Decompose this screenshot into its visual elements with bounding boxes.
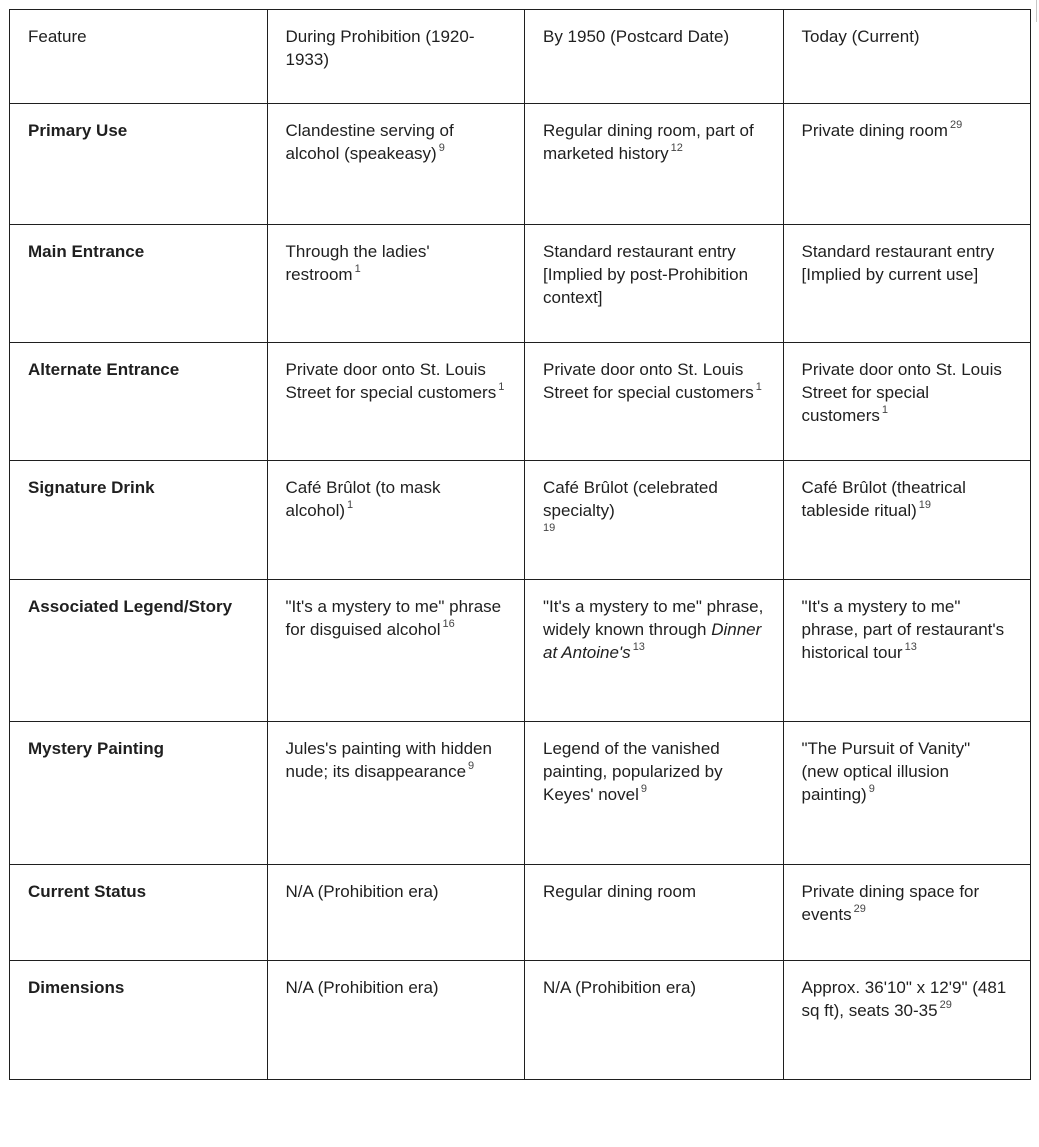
citation-ref[interactable]: 19 <box>918 499 932 512</box>
citation-ref[interactable]: 13 <box>632 641 645 654</box>
citation-ref[interactable]: 29 <box>939 999 952 1012</box>
citation-ref[interactable]: 29 <box>949 119 963 132</box>
citation-ref[interactable]: 9 <box>468 760 475 773</box>
citation-ref[interactable]: 1 <box>881 404 889 417</box>
row-feature: Main Entrance <box>10 225 268 343</box>
cell-text: "It's a mystery to me" phrase, part of restaurant's historical tour <box>801 597 1005 662</box>
cell-by1950 <box>525 865 784 961</box>
citation-ref[interactable]: 9 <box>868 783 875 796</box>
citation-ref[interactable]: 1 <box>755 381 762 394</box>
cell-today <box>783 225 1031 343</box>
cell-by1950 <box>525 343 784 461</box>
cell-text: Legend of the vanished painting, popularized by Keyes' novel <box>543 739 723 804</box>
row-feature: Primary Use <box>10 104 268 225</box>
row-feature: Current Status <box>10 865 268 961</box>
header-cell: Feature <box>10 10 268 104</box>
cell-by1950 <box>525 225 784 343</box>
scrollbar-thumb[interactable] <box>1036 0 1037 22</box>
table-row <box>10 722 1031 865</box>
table-row <box>10 461 1031 580</box>
cell-text: Regular dining room, part of marketed history <box>543 121 754 163</box>
cell-during <box>267 722 525 865</box>
comparison-table <box>9 9 1031 1080</box>
cell-text: Jules's painting with hidden nude; its disappearance <box>285 739 492 781</box>
cell-text: "It's a mystery to me" phrase for disguised alcohol <box>285 597 502 639</box>
row-feature: Dimensions <box>10 961 268 1080</box>
header-cell: During Prohibition (1920-1933) <box>267 10 525 104</box>
table-row <box>10 580 1031 722</box>
table-row <box>10 343 1031 461</box>
citation-ref[interactable]: 1 <box>347 499 354 512</box>
cell-during <box>267 343 525 461</box>
citation-ref[interactable]: 13 <box>904 641 917 654</box>
header-cell: Today (Current) <box>783 10 1031 104</box>
cell-text: "The Pursuit of Vanity" (new optical illusion painting) <box>801 739 971 804</box>
cell-text: Private dining space for events <box>801 882 980 924</box>
cell-text: Private door onto St. Louis Street for special customers <box>543 360 754 402</box>
cell-by1950 <box>525 580 784 722</box>
row-feature: Alternate Entrance <box>10 343 268 461</box>
cell-text: Clandestine serving of alcohol (speakeasy) <box>285 121 454 163</box>
scrollbar-track[interactable] <box>1034 0 1039 1147</box>
cell-text: Standard restaurant entry [Implied by current use] <box>801 242 995 284</box>
table-row <box>10 961 1031 1080</box>
cell-today <box>783 343 1031 461</box>
citation-ref[interactable]: 19 <box>543 522 556 534</box>
cell-by1950 <box>525 461 784 580</box>
cell-text: Café Brûlot (celebrated specialty) <box>543 478 718 520</box>
citation-ref[interactable]: 29 <box>853 903 866 916</box>
citation-ref[interactable]: 9 <box>438 142 445 155</box>
cell-during <box>267 580 525 722</box>
cell-text: Café Brûlot (theatrical tableside ritual) <box>801 478 966 520</box>
citation-ref[interactable]: 9 <box>640 783 647 796</box>
cell-during <box>267 104 525 225</box>
cell-today <box>783 461 1031 580</box>
cell-text: N/A (Prohibition era) <box>543 978 697 997</box>
citation-ref[interactable]: 12 <box>670 142 683 155</box>
cell-today <box>783 865 1031 961</box>
cell-text: Standard restaurant entry [Implied by post-Prohibition context] <box>543 242 749 307</box>
cell-text: Café Brûlot (to mask alcohol) <box>285 478 441 520</box>
table-row <box>10 865 1031 961</box>
cell-by1950 <box>525 961 784 1080</box>
table-header-row <box>10 10 1031 104</box>
citation-ref[interactable]: 16 <box>442 618 455 631</box>
header-cell: By 1950 (Postcard Date) <box>525 10 784 104</box>
cell-text: Regular dining room <box>543 882 697 901</box>
row-feature: Signature Drink <box>10 461 268 580</box>
table-row <box>10 225 1031 343</box>
cell-during <box>267 865 525 961</box>
cell-by1950 <box>525 722 784 865</box>
citation-ref[interactable]: 1 <box>498 381 505 394</box>
cell-today <box>783 104 1031 225</box>
table-row <box>10 104 1031 225</box>
row-feature: Associated Legend/Story <box>10 580 268 722</box>
row-feature: Mystery Painting <box>10 722 268 865</box>
cell-text: N/A (Prohibition era) <box>285 882 439 901</box>
cell-during <box>267 225 525 343</box>
book-title: Dinner at Antoine's <box>543 620 762 662</box>
cell-by1950 <box>525 104 784 225</box>
cell-during <box>267 961 525 1080</box>
cell-today <box>783 961 1031 1080</box>
citation-ref[interactable]: 1 <box>354 263 361 276</box>
cell-text: "It's a mystery to me" phrase, widely known through <box>543 597 764 639</box>
cell-text: Through the ladies' restroom <box>285 242 430 284</box>
cell-during <box>267 461 525 580</box>
cell-text: N/A (Prohibition era) <box>285 978 439 997</box>
cell-today <box>783 580 1031 722</box>
cell-text: Private dining room <box>801 121 948 140</box>
cell-text: Private door onto St. Louis Street for special customers <box>801 360 1002 425</box>
cell-text: Private door onto St. Louis Street for special customers <box>285 360 497 402</box>
cell-text: Approx. 36'10" x 12'9" (481 sq ft), seats 30-35 <box>801 978 1007 1020</box>
cell-today <box>783 722 1031 865</box>
